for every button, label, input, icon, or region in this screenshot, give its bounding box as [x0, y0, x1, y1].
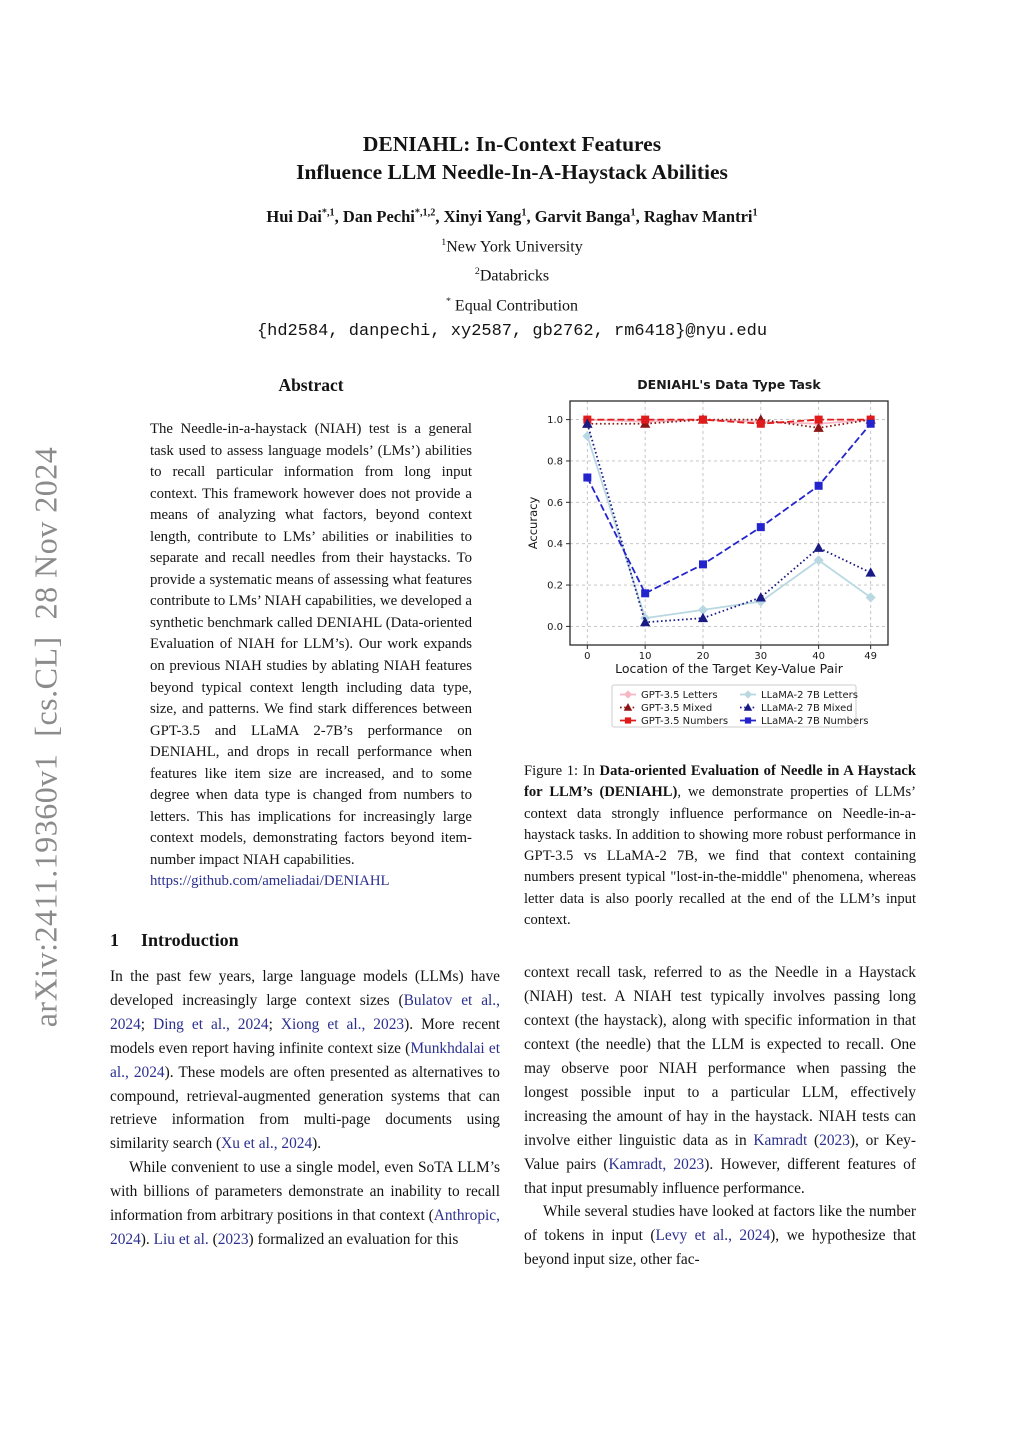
svg-text:0.8: 0.8: [547, 456, 563, 468]
text-run: New York University: [446, 238, 583, 256]
authors-email: {hd2584, danpechi, xy2587, gb2762, rm6418}@nyu.edu: [256, 321, 768, 341]
superscript: 1: [752, 207, 758, 219]
citation-link[interactable]: Liu et al.: [153, 1231, 209, 1248]
figure1-chart-svg: [524, 375, 916, 735]
text-run: Equal Contribution: [450, 296, 579, 314]
paper-title-line1: DENIAHL: In-Context Features: [362, 132, 662, 156]
svg-text:10: 10: [638, 651, 652, 662]
svg-text:GPT-3.5 Mixed: GPT-3.5 Mixed: [641, 703, 713, 714]
text-run: (: [208, 1231, 218, 1248]
chart-axes: [566, 401, 888, 649]
citation-link[interactable]: Anthropic, 2024: [110, 1207, 500, 1248]
svg-text:GPT-3.5 Numbers: GPT-3.5 Numbers: [641, 716, 729, 727]
paper-header: [0, 130, 1024, 341]
citation-link[interactable]: Munkhdalai et al., 2024: [110, 1039, 500, 1081]
superscript: *,1,2: [414, 207, 436, 219]
paper-title-line2: Influence LLM Needle-In-A-Haystack Abilities: [296, 160, 728, 184]
text-run: While several studies have looked at factors like the number of tokens in input (: [524, 1203, 916, 1245]
right-column: [524, 375, 916, 1272]
svg-text:0.6: 0.6: [547, 497, 563, 509]
text-run: , Xinyi Yang: [435, 207, 522, 226]
intro-paragraph-2: [110, 1156, 500, 1252]
github-link[interactable]: [150, 871, 472, 893]
text-run: , Dan Pechi: [334, 207, 415, 226]
citation-link[interactable]: Kamradt: [753, 1131, 808, 1149]
text-run: ). More recent models even report having infinite context size (: [110, 1015, 501, 1057]
text-run: context recall task, referred to as the Needle in a Haystack (NIAH) test. A NIAH test typically involves passing long context (the haystack), along with specific information in that context (the needle) that the LLM is expected to recall. One may observe poor NIAH performance when passing the longest possible input to a particular LLM, effectively increasing the amount of hay in the haystack. NIAH tests can involve either linguistic data as in: [524, 964, 916, 1149]
left-column: [110, 375, 500, 1252]
right-paragraph-1: [524, 961, 916, 1200]
svg-text:49: 49: [864, 651, 878, 662]
paper-title: [0, 130, 1024, 186]
svg-text:20: 20: [696, 651, 710, 662]
intro-paragraph-1: [110, 965, 500, 1156]
svg-text:30: 30: [754, 651, 768, 662]
text-run: Figure 1: In: [524, 763, 600, 779]
citation-link[interactable]: Levy et al., 2024: [655, 1227, 771, 1245]
text-run: ), or Key-Value pairs (: [524, 1131, 916, 1173]
superscript: *,1: [321, 207, 335, 219]
text-run: Databricks: [479, 267, 550, 285]
figure1-chart: [524, 375, 916, 735]
svg-text:40: 40: [812, 651, 825, 662]
text-run: , Raghav Mantri: [635, 207, 753, 226]
text-run: ), we hypothesize that beyond input size, other fac-: [524, 1227, 916, 1269]
section-1-title: Introduction: [141, 930, 239, 951]
authors-line: [0, 207, 1024, 227]
svg-text:DENIAHL's Data Type Task: DENIAHL's Data Type Task: [637, 377, 821, 392]
text-run: ).: [312, 1135, 322, 1153]
svg-text:Location of the Target Key-Val: Location of the Target Key-Value Pair: [615, 661, 843, 676]
section-1-heading: [110, 930, 500, 951]
text-run: (: [807, 1131, 820, 1149]
section-1-number: 1: [110, 930, 119, 951]
equal-contribution-note: [0, 289, 1024, 318]
chart-grid: [570, 401, 888, 645]
series-LLaMA-2-7B-Mixed: [583, 419, 875, 625]
series-LLaMA-2-7B-Letters: [583, 432, 875, 623]
superscript: 1: [441, 237, 447, 248]
text-run: ) formalized an evaluation for this: [248, 1231, 459, 1248]
text-run: ;: [268, 1015, 281, 1033]
svg-text:LLaMA-2 7B Letters: LLaMA-2 7B Letters: [761, 690, 858, 701]
svg-text:GPT-3.5 Letters: GPT-3.5 Letters: [641, 690, 718, 701]
affiliation-nyu: [0, 230, 1024, 259]
text-run: In the past few years, large language models (LLMs) have developed increasingly large context sizes (: [110, 968, 500, 1009]
svg-text:0.0: 0.0: [547, 621, 563, 633]
abstract-text: The Needle-in-a-haystack (NIAH) test is a general task used to assess language models’ (LMs’) abilities to recall particular information from long input context. This framework however does not provide a means of analyzing what factors, beyond context length, contribute to LMs’ abilities or inabilities to separate and recall needles from their haystacks. To provide a systematic means of assessing what features contribute to LMs’ NIAH capabilities, we developed a synthetic benchmark called DENIAHL (Data-oriented Evaluation of NIAH for LLM’s). Our work expands on previous NIAH studies by ablating NIAH features beyond typical context length including data type, size, and patterns. We find stark differences between GPT-3.5 and LLaMA 2-7B’s performance on DENIAHL, and drops in recall performance when features like item size are increased, and to some degree when data type is changed from numbers to letters. This has implications for increasingly large context models, demonstrating factors beyond item-number impact NIAH capabilities.: [150, 421, 472, 868]
bold-text: Data-oriented Evaluation of Needle in A Haystack for LLM’s (DENIAHL): [524, 763, 916, 801]
svg-text:LLaMA-2 7B Numbers: LLaMA-2 7B Numbers: [761, 716, 869, 727]
text-run: , Garvit Banga: [526, 207, 631, 226]
figure1-caption: [524, 761, 916, 931]
superscript: 1: [521, 207, 527, 219]
text-run: , we demonstrate properties of LLMs’ context data strongly influence performance on Needle-in-a-haystack tasks. In addition to showing more robust performance in GPT-3.5 vs LLaMA-2 7B, we find that context containing numbers present typical "lost-in-the-middle" phenomena, whereas letter data is also poorly recalled at the end of the LLM’s input context.: [524, 784, 916, 929]
superscript: *: [445, 295, 451, 307]
arxiv-watermark: arXiv:2411.19360v1 [cs.CL] 28 Nov 2024: [27, 446, 64, 1028]
affiliation-databricks: [0, 259, 1024, 288]
svg-text:0: 0: [584, 651, 591, 662]
citation-link[interactable]: Ding et al., 2024: [153, 1015, 269, 1033]
superscript: 2: [474, 266, 480, 278]
text-run: ). These models are often presented as alternatives to compound, retrieval-augmented generation systems that can retrieve information from multi-page documents using similarity search (: [110, 1063, 500, 1153]
text-run: Hui Dai: [266, 207, 322, 226]
text-run: ). However, different features of that input presumably influence performance.: [524, 1155, 916, 1197]
citation-link[interactable]: Bulatov et al., 2024: [110, 991, 501, 1033]
citation-link[interactable]: 2023: [217, 1231, 249, 1248]
svg-text:1.0: 1.0: [547, 415, 563, 427]
svg-text:LLaMA-2 7B Mixed: LLaMA-2 7B Mixed: [761, 703, 853, 714]
series-LLaMA-2-7B-Numbers: [584, 420, 874, 597]
svg-text:Accuracy: Accuracy: [526, 496, 540, 550]
superscript: 1: [630, 207, 636, 219]
right-paragraph-2: [524, 1200, 916, 1272]
text-run: ;: [140, 1015, 154, 1033]
citation-link[interactable]: 2023: [819, 1131, 850, 1149]
text-run: While convenient to use a single model, even SoTA LLM’s with billions of parameters demonstrate an inability to recall information from arbitrary positions in that context (: [110, 1159, 500, 1225]
citation-link[interactable]: Xu et al., 2024: [221, 1135, 313, 1153]
svg-text:0.2: 0.2: [547, 580, 563, 592]
abstract-heading: Abstract: [278, 375, 344, 395]
citation-link[interactable]: Kamradt, 2023: [608, 1155, 705, 1173]
text-run: ).: [140, 1231, 154, 1248]
svg-text:0.4: 0.4: [547, 539, 563, 551]
citation-link[interactable]: Xiong et al., 2023: [280, 1015, 405, 1033]
github-link-text[interactable]: https://github.com/ameliadai/DENIAHL: [150, 873, 390, 890]
